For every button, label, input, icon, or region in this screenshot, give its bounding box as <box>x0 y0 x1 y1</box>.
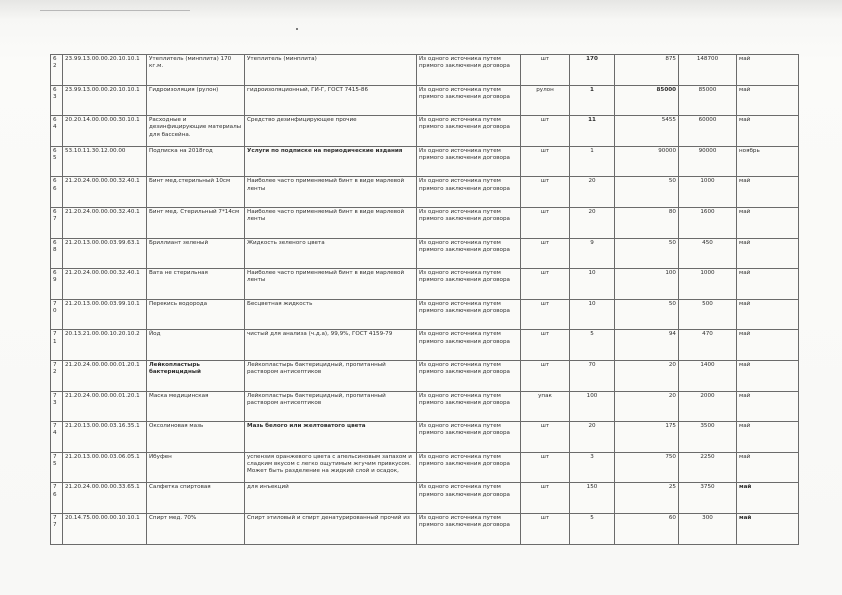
row-number: 68 <box>51 238 63 269</box>
table-row <box>51 55 799 86</box>
total-cost: 3750 <box>679 483 737 514</box>
item-name: Оксолиновая мазь <box>147 422 245 453</box>
total-cost: 1400 <box>679 360 737 391</box>
row-number: 76 <box>51 483 63 514</box>
unit-of-measure: шт <box>521 513 570 544</box>
item-name: Йод <box>147 330 245 361</box>
quantity: 10 <box>570 299 615 330</box>
planned-month: май <box>737 360 799 391</box>
planned-month: май <box>737 330 799 361</box>
okpd-code: 21.20.13.00.00.03.99.10.1 <box>63 299 147 330</box>
planned-month: май <box>737 483 799 514</box>
planned-month: май <box>737 269 799 300</box>
unit-price: 25 <box>615 483 679 514</box>
item-description: Услуги по подписке на периодические издания <box>245 146 417 177</box>
item-name: Перекись водорода <box>147 299 245 330</box>
quantity: 3 <box>570 452 615 483</box>
procurement-method: Из одного источника путем прямого заключения договора <box>417 422 521 453</box>
item-description: для инъекций <box>245 483 417 514</box>
procurement-method: Из одного источника путем прямого заключения договора <box>417 360 521 391</box>
planned-month: май <box>737 513 799 544</box>
item-name: Салфетка спиртовая <box>147 483 245 514</box>
table-row <box>51 422 799 453</box>
unit-price: 875 <box>615 55 679 86</box>
procurement-table <box>50 54 799 545</box>
item-description: Жидкость зеленого цвета <box>245 238 417 269</box>
planned-month: ноябрь <box>737 146 799 177</box>
item-description: Наиболее часто применяемый бинт в виде марлевой ленты <box>245 269 417 300</box>
total-cost: 2250 <box>679 452 737 483</box>
quantity: 20 <box>570 422 615 453</box>
procurement-method: Из одного источника путем прямого заключения договора <box>417 116 521 147</box>
table-row <box>51 238 799 269</box>
unit-of-measure: шт <box>521 452 570 483</box>
procurement-method: Из одного источника путем прямого заключения договора <box>417 452 521 483</box>
procurement-method: Из одного источника путем прямого заключения договора <box>417 238 521 269</box>
okpd-code: 21.20.24.00.00.00.32.40.1 <box>63 269 147 300</box>
quantity: 10 <box>570 269 615 300</box>
row-number: 64 <box>51 116 63 147</box>
row-number: 67 <box>51 207 63 238</box>
procurement-method: Из одного источника путем прямого заключения договора <box>417 177 521 208</box>
item-description: Лейкопластырь бактерицидный, пропитанный раствором антисептиков <box>245 360 417 391</box>
procurement-method: Из одного источника путем прямого заключения договора <box>417 55 521 86</box>
okpd-code: 21.20.24.00.00.00.01.20.1 <box>63 391 147 422</box>
row-number: 72 <box>51 360 63 391</box>
item-name: Бинт мед.стерильный 10см <box>147 177 245 208</box>
planned-month: май <box>737 116 799 147</box>
item-description: гидроизоляционный, ГИ-Г, ГОСТ 7415-86 <box>245 85 417 116</box>
item-name: Гидроизоляция (рулон) <box>147 85 245 116</box>
row-number: 63 <box>51 85 63 116</box>
row-number: 65 <box>51 146 63 177</box>
total-cost: 85000 <box>679 85 737 116</box>
planned-month: май <box>737 207 799 238</box>
table-row <box>51 116 799 147</box>
quantity: 1 <box>570 85 615 116</box>
total-cost: 1000 <box>679 177 737 208</box>
row-number: 74 <box>51 422 63 453</box>
okpd-code: 21.20.24.00.00.00.01.20.1 <box>63 360 147 391</box>
quantity: 1 <box>570 146 615 177</box>
total-cost: 470 <box>679 330 737 361</box>
unit-price: 94 <box>615 330 679 361</box>
okpd-code: 21.20.24.00.00.00.32.40.1 <box>63 177 147 208</box>
row-number: 62 <box>51 55 63 86</box>
unit-price: 60 <box>615 513 679 544</box>
unit-price: 80 <box>615 207 679 238</box>
unit-of-measure: шт <box>521 360 570 391</box>
table-row <box>51 391 799 422</box>
total-cost: 500 <box>679 299 737 330</box>
procurement-method: Из одного источника путем прямого заключения договора <box>417 85 521 116</box>
okpd-code: 53.10.11.30.12.00.00 <box>63 146 147 177</box>
item-name: Расходные и дезинфицирующие материалы для бассейна. <box>147 116 245 147</box>
procurement-method: Из одного источника путем прямого заключения договора <box>417 299 521 330</box>
planned-month: май <box>737 452 799 483</box>
planned-month: май <box>737 299 799 330</box>
quantity: 5 <box>570 330 615 361</box>
item-description: Бесцветная жидкость <box>245 299 417 330</box>
quantity: 70 <box>570 360 615 391</box>
row-number: 73 <box>51 391 63 422</box>
planned-month: май <box>737 238 799 269</box>
procurement-method: Из одного источника путем прямого заключения договора <box>417 146 521 177</box>
unit-of-measure: шт <box>521 116 570 147</box>
item-description: Лейкопластырь бактерицидный, пропитанный раствором антисептиков <box>245 391 417 422</box>
procurement-method: Из одного источника путем прямого заключения договора <box>417 513 521 544</box>
okpd-code: 21.20.24.00.00.00.33.65.1 <box>63 483 147 514</box>
row-number: 70 <box>51 299 63 330</box>
item-name: Маска медицинская <box>147 391 245 422</box>
unit-of-measure: шт <box>521 299 570 330</box>
table-row <box>51 452 799 483</box>
quantity: 100 <box>570 391 615 422</box>
item-description: Мазь белого или желтоватого цвета <box>245 422 417 453</box>
table-row <box>51 146 799 177</box>
okpd-code: 23.99.13.00.00.20.10.10.1 <box>63 55 147 86</box>
total-cost: 300 <box>679 513 737 544</box>
table-row <box>51 207 799 238</box>
procurement-method: Из одного источника путем прямого заключения договора <box>417 391 521 422</box>
row-number: 77 <box>51 513 63 544</box>
unit-price: 20 <box>615 360 679 391</box>
planned-month: май <box>737 422 799 453</box>
table-row <box>51 269 799 300</box>
total-cost: 1600 <box>679 207 737 238</box>
table-row <box>51 330 799 361</box>
item-name: Подписка на 2018год <box>147 146 245 177</box>
item-description: чистый для анализа (ч.д.а), 99,9%, ГОСТ 4159-79 <box>245 330 417 361</box>
row-number: 71 <box>51 330 63 361</box>
total-cost: 60000 <box>679 116 737 147</box>
quantity: 170 <box>570 55 615 86</box>
unit-price: 90000 <box>615 146 679 177</box>
item-description: Средство дезинфицирующее прочие <box>245 116 417 147</box>
total-cost: 2000 <box>679 391 737 422</box>
unit-price: 175 <box>615 422 679 453</box>
row-number: 69 <box>51 269 63 300</box>
unit-price: 5455 <box>615 116 679 147</box>
table-row <box>51 177 799 208</box>
item-description: Утеплитель (минплита) <box>245 55 417 86</box>
scan-edge-line <box>40 10 190 11</box>
procurement-method: Из одного источника путем прямого заключения договора <box>417 207 521 238</box>
item-description: Наиболее часто применяемый бинт в виде марлевой ленты <box>245 177 417 208</box>
table-row <box>51 360 799 391</box>
item-name: Бриллиант зеленый <box>147 238 245 269</box>
total-cost: 90000 <box>679 146 737 177</box>
unit-of-measure: упак <box>521 391 570 422</box>
okpd-code: 20.13.21.00.00.10.20.10.2 <box>63 330 147 361</box>
unit-of-measure: шт <box>521 146 570 177</box>
table-row <box>51 85 799 116</box>
planned-month: май <box>737 55 799 86</box>
okpd-code: 21.20.13.00.00.03.99.63.1 <box>63 238 147 269</box>
planned-month: май <box>737 177 799 208</box>
row-number: 75 <box>51 452 63 483</box>
okpd-code: 21.20.24.00.00.00.32.40.1 <box>63 207 147 238</box>
unit-price: 85000 <box>615 85 679 116</box>
okpd-code: 20.14.75.00.00.00.10.10.1 <box>63 513 147 544</box>
unit-of-measure: шт <box>521 330 570 361</box>
unit-price: 50 <box>615 177 679 208</box>
unit-of-measure: рулон <box>521 85 570 116</box>
total-cost: 148700 <box>679 55 737 86</box>
unit-of-measure: шт <box>521 238 570 269</box>
unit-price: 50 <box>615 299 679 330</box>
procurement-method: Из одного источника путем прямого заключения договора <box>417 330 521 361</box>
row-number: 66 <box>51 177 63 208</box>
planned-month: май <box>737 391 799 422</box>
unit-of-measure: шт <box>521 269 570 300</box>
unit-of-measure: шт <box>521 422 570 453</box>
quantity: 11 <box>570 116 615 147</box>
total-cost: 450 <box>679 238 737 269</box>
total-cost: 1000 <box>679 269 737 300</box>
table-row <box>51 513 799 544</box>
unit-price: 750 <box>615 452 679 483</box>
procurement-method: Из одного источника путем прямого заключения договора <box>417 483 521 514</box>
item-name: Спирт мед. 70% <box>147 513 245 544</box>
unit-of-measure: шт <box>521 483 570 514</box>
unit-price: 20 <box>615 391 679 422</box>
unit-price: 50 <box>615 238 679 269</box>
okpd-code: 21.20.13.00.00.03.06.05.1 <box>63 452 147 483</box>
table-row <box>51 299 799 330</box>
item-name: Лейкопластырь бактерицидный <box>147 360 245 391</box>
table-row <box>51 483 799 514</box>
procurement-method: Из одного источника путем прямого заключения договора <box>417 269 521 300</box>
unit-of-measure: шт <box>521 207 570 238</box>
quantity: 5 <box>570 513 615 544</box>
quantity: 150 <box>570 483 615 514</box>
item-name: Бинт мед. Стерильный 7*14см <box>147 207 245 238</box>
scan-speck <box>296 28 298 30</box>
item-name: Вата не стерильная <box>147 269 245 300</box>
planned-month: май <box>737 85 799 116</box>
okpd-code: 21.20.13.00.00.03.16.35.1 <box>63 422 147 453</box>
item-description: Наиболее часто применяемый бинт в виде марлевой ленты <box>245 207 417 238</box>
quantity: 20 <box>570 207 615 238</box>
item-name: Утеплитель (минплита) 170 кг.м. <box>147 55 245 86</box>
okpd-code: 23.99.13.00.00.20.10.10.1 <box>63 85 147 116</box>
quantity: 9 <box>570 238 615 269</box>
quantity: 20 <box>570 177 615 208</box>
item-description: Спирт этиловый и спирт денатурированный прочий из <box>245 513 417 544</box>
unit-of-measure: шт <box>521 55 570 86</box>
okpd-code: 20.20.14.00.00.00.30.10.1 <box>63 116 147 147</box>
unit-price: 100 <box>615 269 679 300</box>
unit-of-measure: шт <box>521 177 570 208</box>
total-cost: 3500 <box>679 422 737 453</box>
item-description: успензия оранжевого цвета с апельсиновым запахом и сладким вкусом с легко ощутимым жгучим привкусом. Может быть разделение на жидкий слой и осадок, <box>245 452 417 483</box>
item-name: Ибуфен <box>147 452 245 483</box>
